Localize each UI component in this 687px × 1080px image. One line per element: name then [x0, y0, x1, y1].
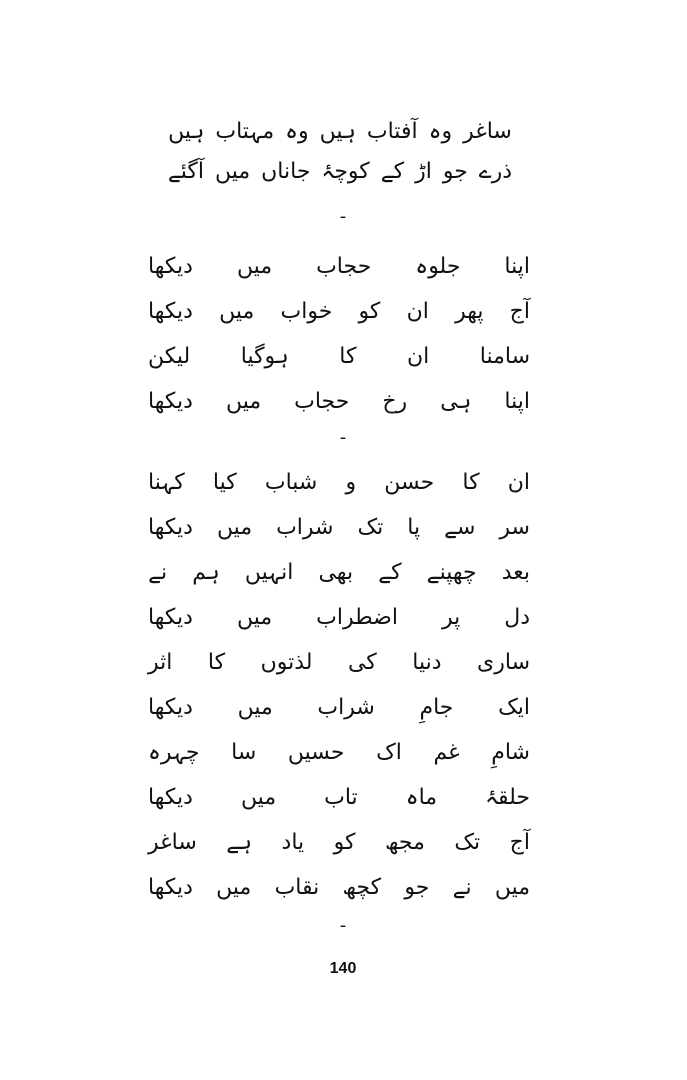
verse-word: میں [236, 253, 273, 279]
verse-word: نے [452, 874, 472, 900]
verse-word: حسن [384, 469, 435, 495]
verse-word: نقاب [274, 874, 320, 900]
verse-word: تاب [324, 784, 358, 810]
verse-line [148, 552, 530, 592]
verse-word: لذتوں [260, 649, 313, 675]
verse-word: ایک [498, 694, 530, 720]
verse-word: میں [494, 874, 530, 900]
verse-word: و [345, 469, 357, 495]
verse-word: کہنا [148, 469, 185, 495]
verse-word: ہم [192, 559, 220, 585]
verse-word: تک [454, 829, 481, 855]
verse-word: ان [406, 298, 429, 324]
verse-line [148, 291, 530, 331]
verse-word: پا [407, 514, 421, 540]
verse-word: ان [406, 343, 430, 369]
verse-word: ہوگیا [240, 343, 289, 369]
verse-line [148, 597, 530, 637]
verse-word: سامنا [479, 343, 530, 369]
verse-word: خواب [280, 298, 333, 324]
verse-word: غم [433, 739, 460, 765]
verse-word: کیا [212, 469, 237, 495]
verse-line [148, 246, 530, 286]
verse-word: بھی [318, 559, 354, 585]
verse-word: سا [231, 739, 257, 765]
verse-word: سر [499, 514, 530, 540]
verse-word: دیکھا [148, 298, 193, 324]
verse-line [148, 867, 530, 907]
verse-word: اپنا [504, 388, 530, 414]
separator-dash: - [339, 206, 347, 227]
verse-word: دیکھا [148, 253, 193, 279]
verse-word: کچھ [342, 874, 382, 900]
separator-dash: - [339, 427, 347, 448]
verse-word: آج [509, 298, 530, 324]
verse-line [148, 822, 530, 862]
verse-word: کو [333, 829, 356, 855]
verse-word: دیکھا [148, 874, 193, 900]
verse-line [148, 642, 530, 682]
verse-word: میں [236, 604, 273, 630]
verse-word: چہرہ [148, 739, 200, 765]
verse-word: دل [504, 604, 530, 630]
verse-word: حجاب [294, 388, 350, 414]
verse-word: اثر [148, 649, 173, 675]
verse-word: کا [339, 343, 357, 369]
verse-line [148, 687, 530, 727]
verse-word: ساغر [148, 829, 197, 855]
opening-couplet [150, 112, 530, 192]
verse-line [148, 777, 530, 817]
verse-word: سے [444, 514, 476, 540]
separator-dash: - [339, 915, 347, 936]
verse-word: حجاب [316, 253, 372, 279]
verse-word: میں [219, 298, 255, 324]
verse-word: پر [441, 604, 461, 630]
verse-word: کا [207, 649, 226, 675]
verse-word: میں [216, 874, 252, 900]
verse-word: ہی [440, 388, 472, 414]
verse-line [148, 462, 530, 502]
verse-word: کا [462, 469, 480, 495]
verse-word: میں [216, 514, 253, 540]
verse-word: دیکھا [148, 388, 193, 414]
verse-word: میں [240, 784, 277, 810]
verse-word: میں [225, 388, 262, 414]
verse-line [148, 336, 530, 376]
verse-word: ہے [226, 829, 253, 855]
verse-word: شباب [264, 469, 318, 495]
verse-word: دیکھا [148, 514, 193, 540]
couplet-line-1: ساغر وہ آفتاب ہیں وہ مہتاب ہیں [168, 119, 512, 144]
verse-line [148, 507, 530, 547]
verse-word: کی [347, 649, 377, 675]
verse-word: شراب [317, 694, 375, 720]
verse-word: شراب [276, 514, 334, 540]
verse-word: آج [509, 829, 530, 855]
verse-word: جو [404, 874, 430, 900]
verse-word: شامِ [491, 739, 530, 765]
verse-word: ان [507, 469, 530, 495]
verse-word: جلوہ [415, 253, 461, 279]
verse-word: حلقۂ [485, 784, 530, 810]
verse-word: دیکھا [148, 694, 193, 720]
verse-word: ماہ [405, 784, 438, 810]
page-number: 140 [329, 960, 357, 977]
verse-word: انہیں [244, 559, 294, 585]
verse-word: کے [378, 559, 402, 585]
verse-word: اضطراب [316, 604, 398, 630]
verse-word: لیکن [148, 343, 191, 369]
verse-word: تک [357, 514, 384, 540]
verse-word: اپنا [504, 253, 530, 279]
verse-line [148, 381, 530, 421]
verse-word: ساری [477, 649, 530, 675]
verse-word: دیکھا [148, 784, 193, 810]
verse-word: جامِ [419, 694, 454, 720]
verse-word: پھر [455, 298, 484, 324]
verse-word: نے [148, 559, 168, 585]
verse-word: کو [358, 298, 381, 324]
verse-word: مجھ [384, 829, 425, 855]
verse-word: میں [237, 694, 273, 720]
verse-word: بعد [501, 559, 530, 585]
verse-word: اک [376, 739, 402, 765]
verse-word: دیکھا [148, 604, 193, 630]
verse-word: یاد [281, 829, 305, 855]
couplet-line-2: ذرے جو اڑ کے کوچۂ جاناں میں آگئے [167, 159, 513, 184]
verse-word: دنیا [412, 649, 442, 675]
verse-line [148, 732, 530, 772]
verse-word: حسیں [287, 739, 345, 765]
verse-word: چھپنے [426, 559, 477, 585]
verse-word: رخ [382, 388, 408, 414]
